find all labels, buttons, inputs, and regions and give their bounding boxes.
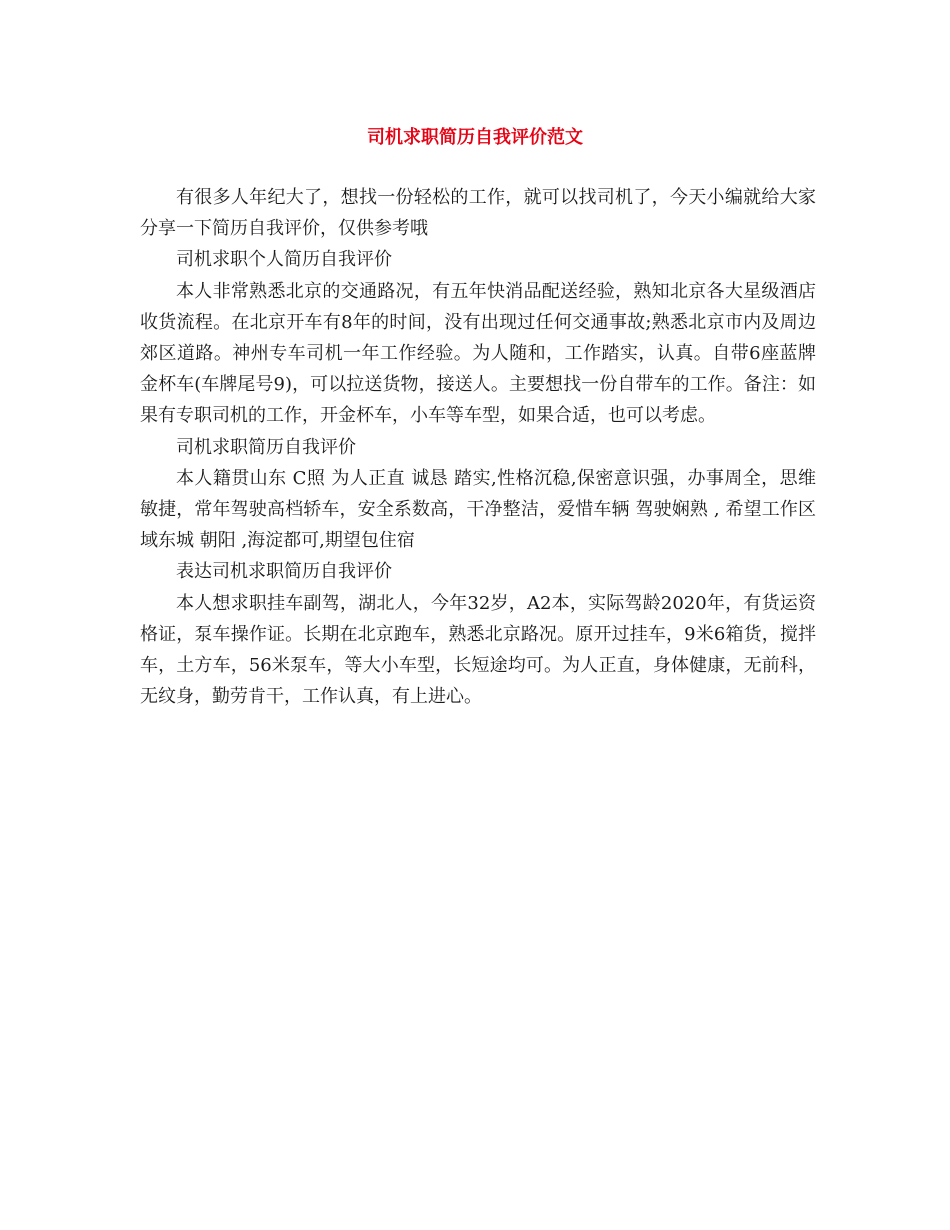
section-paragraph-expression: 本人想求职挂车副驾，湖北人，今年32岁，A2本，实际驾龄2020年，有货运资格证，泵车操作证。长期在北京跑车，熟悉北京路况。原开过挂车，9米6箱货，搅拌车，土方车，56米泵车，等大小车型，长短途均可。为人正直，身体健康，无前科，无纹身，勤劳肯干，工作认真，有上进心。 bbox=[140, 592, 816, 708]
section-heading-personal: 司机求职个人简历自我评价 bbox=[176, 249, 392, 271]
section-paragraph-resume: 本人籍贯山东 C照 为人正直 诚恳 踏实,性格沉稳,保密意识强，办事周全，思维敏捷，常年驾驶高档轿车，安全系数高，干净整洁，爱惜车辆 驾驶娴熟 , 希望工作区域东城 朝阳 ,海淀都可,期望包住宿 bbox=[140, 467, 816, 552]
intro-paragraph: 有很多人年纪大了，想找一份轻松的工作，就可以找司机了，今天小编就给大家分享一下简历自我评价，仅供参考哦 bbox=[140, 187, 816, 240]
section-paragraph-personal: 本人非常熟悉北京的交通路况，有五年快消品配送经验，熟知北京各大星级酒店收货流程。在北京开车有8年的时间，没有出现过任何交通事故;熟悉北京市内及周边郊区道路。神州专车司机一年工作经验。为人随和，工作踏实，认真。自带6座蓝牌金杯车(车牌尾号9)，可以拉送货物，接送人。主要想找一份自带车的工作。备注：如果有专职司机的工作，开金杯车，小车等车型，如果合适，也可以考虑。 bbox=[140, 280, 816, 427]
document-title: 司机求职简历自我评价范文 bbox=[367, 127, 583, 148]
section-heading-resume: 司机求职简历自我评价 bbox=[176, 436, 356, 458]
document-body bbox=[140, 182, 816, 712]
section-heading-expression: 表达司机求职简历自我评价 bbox=[176, 561, 392, 583]
